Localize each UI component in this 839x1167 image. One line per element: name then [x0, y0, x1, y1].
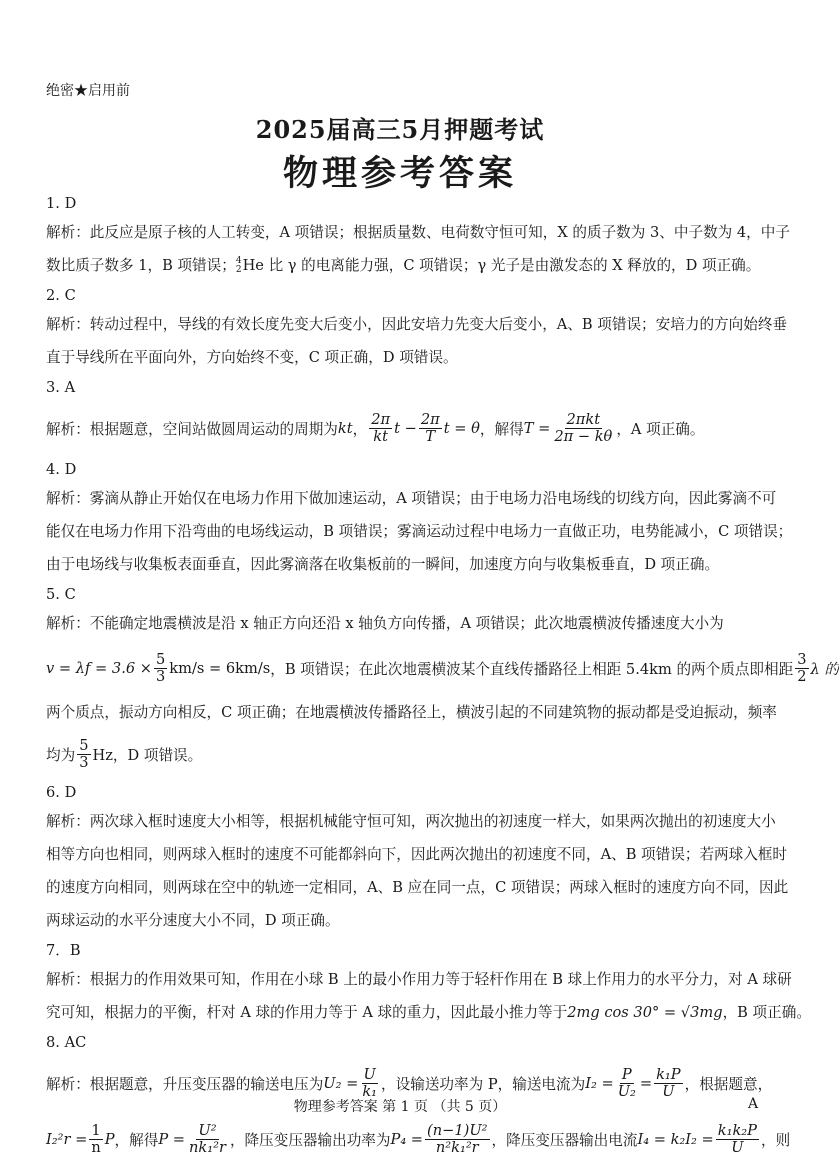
question-6-line-1: 解析：两次球入框时速度大小相等，根据机械能守恒可知，两次抛出的初速度一样大，如果两次抛出的初速度大小 [46, 813, 776, 830]
question-5-answer: 5. C [46, 586, 76, 603]
question-2-line-2: 直于导线所在平面向外，方向始终不变，C 项正确，D 项错误。 [46, 349, 458, 366]
question-6-line-4: 两球运动的水平分速度大小不同，D 项正确。 [46, 912, 340, 929]
fraction: $\frac{\text{U²}}{\text{nk₁²r}}$ [189, 1122, 226, 1156]
question-8-line-1: 解析：根据题意，升压变压器的输送电压为 U₂ = $\frac{U}{\text{k₁}}$ ，设输送功率为 P，输送电流为 I₂ = $\frac{P}{\text{U₂}}$ = $\frac{\text{k₁P}}{U}$ ，根据题意， [46, 1066, 773, 1100]
question-2-answer: 2. C [46, 287, 76, 304]
question-8-line-2: I₂²r = $\frac{1}{n}$ P ，解得 P = $\frac{\text{U²}}{\text{nk₁²r}}$ ，降压变压器输出功率为 P₄ = $\frac{\text{(n−1)U²}}{\text{n²k₁²r}}$ ，降压变压器输出电流 I₄ = k₂I₂ = $\frac{\text{k₁k₂P}}{U}$ ，则 [46, 1122, 791, 1156]
question-1-line-1: 解析：此反应是原子核的人工转变，A 项错误；根据质量数、电荷数守恒可知，X 的质子数为 3、中子数为 4，中子 [46, 224, 790, 241]
question-3-answer: 3. A [46, 379, 76, 396]
fraction: $\frac{P}{\text{U₂}}$ [617, 1066, 636, 1100]
question-1-answer: 1. D [46, 195, 77, 212]
question-8-answer: 8. AC [46, 1034, 87, 1051]
answer-body [46, 190, 839, 1167]
question-4-line-3: 由于电场线与收集板表面垂直，因此雾滴落在收集板前的一瞬间，加速度方向与收集板垂直，D 项正确。 [46, 556, 720, 573]
question-5-line-1: 解析：不能确定地震横波是沿 x 轴正方向还沿 x 轴负方向传播，A 项错误；此次地震横波传播速度大小为 [46, 615, 724, 632]
fraction: $\frac{\text{k₁k₂P}}{U}$ [717, 1122, 757, 1156]
question-7-line-2: 究可知，根据力的平衡，杆对 A 球的作用力等于 A 球的重力，因此最小推力等于2mg cos 30° = √3mg，B 项正确。 [46, 1004, 811, 1021]
exam-title: 2025届高三5月押题考试 [255, 115, 545, 144]
fraction: $\frac{5}{3}$ [79, 737, 89, 771]
question-5-line-3: 两个质点，振动方向相反，C 项正确；在地震横波传播路径上，横波引起的不同建筑物的振动都是受迫振动，频率 [46, 704, 777, 721]
question-4-line-2: 能仅在电场力作用下沿弯曲的电场线运动，B 项错误；雾滴运动过程中电场力一直做正功，电势能减小，C 项错误； [46, 523, 793, 540]
question-6-line-2: 相等方向也相同，则两球入框时的速度不可能都斜向下，因此两次抛出的初速度不同，A、B 项错误；若两球入框时 [46, 846, 788, 863]
fraction: $\frac{3}{2}$ [797, 651, 807, 685]
document-title: 物理参考答案 [282, 153, 517, 194]
fraction: $\frac{\text{2πkt}}{2\pi - k\theta}$ [554, 411, 613, 445]
version-mark: A [748, 1096, 759, 1112]
secret-mark: 绝密★启用前 [46, 83, 130, 99]
page-footer: 物理参考答案 第 1 页 （共 5 页） [293, 1099, 507, 1115]
fraction: $\frac{\text{(n−1)U²}}{\text{n²k₁²r}}$ [427, 1122, 488, 1156]
fraction: $\frac{U}{\text{k₁}}$ [362, 1066, 378, 1100]
fraction: $\frac{\text{k₁P}}{U}$ [656, 1066, 681, 1100]
fraction: $\frac{5}{3}$ [155, 651, 166, 685]
question-6-line-3: 的速度方向相同，则两球在空中的轨迹一定相同，A、B 应在同一点，C 项错误；两球入框时的速度方向不同，因此 [46, 879, 789, 896]
question-7-line-1: 解析：根据力的作用效果可知，作用在小球 B 上的最小作用力等于轻杆作用在 B 球上作用力的水平分力，对 A 球研 [46, 971, 792, 988]
question-7-answer: 7．B [46, 942, 81, 959]
question-4-answer: 4. D [46, 461, 77, 478]
fraction: $\frac{2\pi}{kt}$ [371, 411, 391, 445]
question-3-equation-line: 解析：根据题意，空间站做圆周运动的周期为 kt ， $\frac{2\pi}{kt}$ t − $\frac{2\pi}{T}$ t = θ ，解得 T = $\frac{\text{2πkt}}{2\pi - k\theta}$ ，A 项正确。 [46, 411, 705, 445]
question-6-answer: 6. D [46, 784, 77, 801]
question-1-line-2: 数比质子数多 1，B 项错误； 4 2 He 比 γ 的电离能力强，C 项错误；γ 光子是由激发态的 X 释放的，D 项正确。 [46, 256, 761, 275]
fraction: $\frac{1}{n}$ [91, 1122, 101, 1156]
helium-isotope-index: 4 2 [235, 256, 242, 275]
question-4-line-1: 解析：雾滴从静止开始仅在电场力作用下做加速运动，A 项错误；由于电场力沿电场线的切线方向，因此雾滴不可 [46, 490, 777, 507]
question-5-equation-line: v = λf = 3.6 × $\frac{5}{3}$ km/s = 6km/s ，B 项错误；在此次地震横波某个直线传播路径上相距 5.4km 的两个质点即相距 $\frac{3}{2}$ λ 的 [46, 651, 839, 685]
fraction: $\frac{2\pi}{T}$ [420, 411, 440, 445]
question-2-line-1: 解析：转动过程中，导线的有效长度先变大后变小，因此安培力先变大后变小，A、B 项错误；安培力的方向始终垂 [46, 316, 788, 333]
question-5-line-4: 均为 $\frac{5}{3}$ Hz，D 项错误。 [46, 737, 203, 771]
